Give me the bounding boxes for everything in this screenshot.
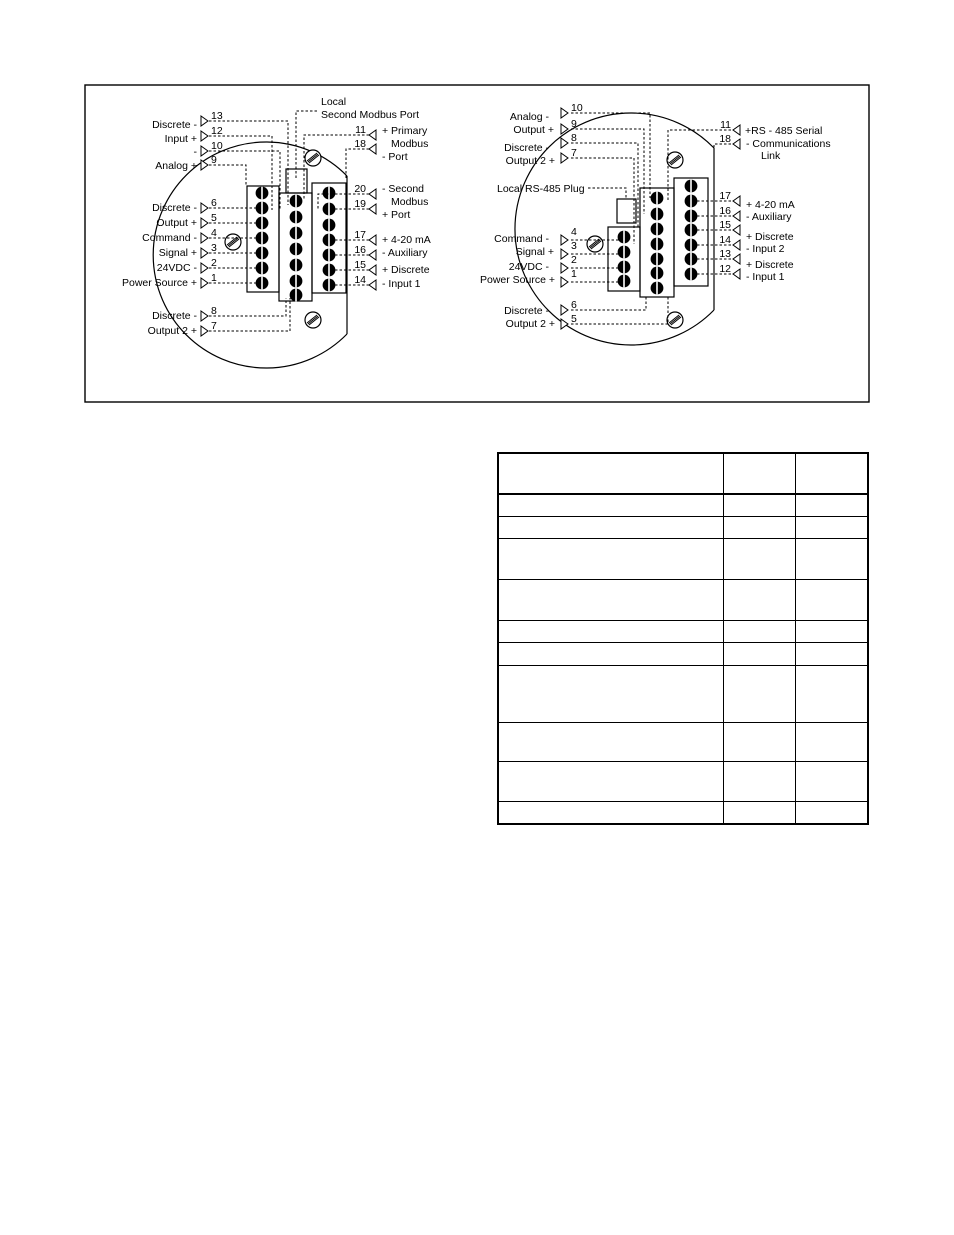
pin-number: 6 bbox=[571, 299, 577, 311]
pin-number: 5 bbox=[211, 212, 217, 224]
label-analog-minus: Analog - bbox=[509, 111, 549, 123]
label-discrete: + Discrete bbox=[382, 264, 430, 276]
label-output2-plus: Output 2 + bbox=[147, 325, 197, 337]
label-port: + Port bbox=[382, 209, 411, 221]
label-power-source-plus: Power Source + bbox=[122, 277, 197, 289]
label-discrete-minus: Discrete - bbox=[152, 202, 197, 214]
table-row bbox=[498, 494, 868, 516]
right-terminal-board bbox=[480, 102, 831, 345]
pin-number: 17 bbox=[719, 190, 731, 202]
label-4-20-ma: + 4-20 mA bbox=[746, 199, 795, 211]
label-power-source-plus: Power Source + bbox=[480, 274, 555, 286]
pin-number: 10 bbox=[211, 140, 223, 152]
label-discrete: + Discrete bbox=[746, 231, 794, 243]
table-cell bbox=[724, 538, 796, 579]
label-analog-plus: Analog + bbox=[155, 160, 197, 172]
screw-icon bbox=[305, 150, 321, 166]
pin-number: 7 bbox=[211, 320, 217, 332]
label-second-modbus-port: Second Modbus Port bbox=[321, 109, 420, 121]
table-cell bbox=[796, 621, 869, 643]
pin-number: 10 bbox=[571, 102, 583, 114]
label-input-2: - Input 2 bbox=[746, 243, 785, 255]
table-row bbox=[498, 802, 868, 824]
table-cell bbox=[498, 643, 724, 665]
right-signal-labels bbox=[480, 111, 555, 330]
pin-number: 16 bbox=[354, 244, 366, 256]
table-cell bbox=[796, 494, 869, 516]
table-cell bbox=[796, 722, 869, 761]
table-cell bbox=[724, 621, 796, 643]
pin-number: 18 bbox=[719, 133, 731, 145]
pin-number: 3 bbox=[211, 242, 217, 254]
pin-number: 4 bbox=[211, 227, 217, 239]
label-auxiliary: - Auxiliary bbox=[746, 211, 792, 223]
table-header-row bbox=[498, 453, 868, 494]
pin-number: 8 bbox=[571, 132, 577, 144]
left-right-pin-numbers bbox=[354, 124, 366, 286]
wiring-diagram-figure bbox=[0, 0, 954, 420]
left-terminals bbox=[256, 187, 336, 302]
label-24vdc-minus: 24VDC - bbox=[156, 262, 197, 274]
table-cell bbox=[498, 802, 724, 824]
label-24vdc-minus: 24VDC - bbox=[508, 261, 549, 273]
pin-number: 12 bbox=[719, 263, 731, 275]
label-output-plus: Output + bbox=[513, 124, 554, 136]
table-cell bbox=[796, 516, 869, 538]
pin-number: 6 bbox=[211, 197, 217, 209]
table-cell bbox=[498, 538, 724, 579]
label-auxiliary: - Auxiliary bbox=[382, 247, 428, 259]
local-rs485-plug-box bbox=[617, 199, 636, 223]
pin-number: 12 bbox=[211, 125, 223, 137]
label-discrete-minus-bottom: Discrete - bbox=[504, 305, 549, 317]
pin-number: 2 bbox=[211, 257, 217, 269]
label-rs485-serial: +RS - 485 Serial bbox=[745, 125, 823, 137]
label-link: Link bbox=[761, 150, 781, 162]
pin-number: 15 bbox=[719, 219, 731, 231]
table-cell bbox=[796, 762, 869, 802]
table-cell bbox=[498, 580, 724, 621]
label-minus: - bbox=[193, 146, 197, 158]
table-cell bbox=[498, 516, 724, 538]
screw-icon bbox=[305, 312, 321, 328]
label-local: Local bbox=[321, 96, 347, 108]
table-row bbox=[498, 580, 868, 621]
left-pin-numbers bbox=[211, 110, 223, 332]
right-port-labels bbox=[745, 125, 831, 283]
pin-number: 18 bbox=[354, 138, 366, 150]
table-row bbox=[498, 538, 868, 579]
label-command-minus: Command - bbox=[494, 233, 549, 245]
pin-number: 1 bbox=[571, 268, 577, 280]
table-cell bbox=[724, 643, 796, 665]
screw-icon bbox=[667, 152, 683, 168]
label-second: - Second bbox=[382, 183, 425, 195]
label-discrete-minus-bottom: Discrete - bbox=[152, 310, 197, 322]
screw-icon bbox=[667, 312, 683, 328]
table-cell bbox=[796, 580, 869, 621]
screw-icon bbox=[225, 234, 241, 250]
table-cell bbox=[498, 453, 724, 494]
right-terminals bbox=[618, 180, 698, 295]
table-cell bbox=[498, 494, 724, 516]
label-port: - Port bbox=[382, 151, 408, 163]
table-cell bbox=[796, 538, 869, 579]
label-signal-plus: Signal + bbox=[515, 246, 554, 258]
table-cell bbox=[498, 665, 724, 722]
table-cell bbox=[796, 643, 869, 665]
label-modbus: Modbus bbox=[391, 138, 429, 150]
right-wires bbox=[571, 113, 731, 324]
pin-number: 13 bbox=[211, 110, 223, 122]
label-command-minus: Command - bbox=[142, 232, 197, 244]
pin-number: 3 bbox=[571, 240, 577, 252]
table-cell bbox=[724, 762, 796, 802]
table-cell bbox=[498, 722, 724, 761]
pin-number: 7 bbox=[571, 147, 577, 159]
pin-number: 5 bbox=[571, 313, 577, 325]
pin-number: 16 bbox=[719, 205, 731, 217]
table-cell bbox=[724, 802, 796, 824]
table-cell bbox=[498, 621, 724, 643]
table-cell bbox=[796, 665, 869, 722]
label-discrete: + Discrete bbox=[746, 259, 794, 271]
table-cell bbox=[796, 802, 869, 824]
pin-number: 1 bbox=[211, 272, 217, 284]
table-cell bbox=[724, 722, 796, 761]
pin-number: 13 bbox=[719, 248, 731, 260]
label-input-1: - Input 1 bbox=[746, 271, 785, 283]
label-output2-plus: Output 2 + bbox=[505, 155, 555, 167]
label-modbus: Modbus bbox=[391, 196, 429, 208]
label-input-plus: Input + bbox=[164, 133, 197, 145]
pin-number: 15 bbox=[354, 259, 366, 271]
label-communications: - Communications bbox=[746, 138, 831, 150]
pin-number: 19 bbox=[354, 198, 366, 210]
table-row bbox=[498, 516, 868, 538]
pin-number: 14 bbox=[354, 274, 366, 286]
label-input-1: - Input 1 bbox=[382, 278, 421, 290]
right-arrows bbox=[561, 108, 740, 329]
label-discrete-minus: Discrete - bbox=[504, 142, 549, 154]
pin-number: 8 bbox=[211, 305, 217, 317]
label-primary: + Primary bbox=[382, 125, 428, 137]
table-row bbox=[498, 621, 868, 643]
table-row bbox=[498, 722, 868, 761]
label-output2-plus-bottom: Output 2 + bbox=[505, 318, 555, 330]
table-cell bbox=[796, 453, 869, 494]
table-cell bbox=[498, 762, 724, 802]
pin-number: 2 bbox=[571, 254, 577, 266]
screw-icon bbox=[587, 236, 603, 252]
table-row bbox=[498, 762, 868, 802]
table-cell bbox=[724, 580, 796, 621]
pin-number: 4 bbox=[571, 226, 577, 238]
pin-number: 9 bbox=[571, 118, 577, 130]
label-signal-plus: Signal + bbox=[158, 247, 197, 259]
right-right-pin-numbers bbox=[719, 119, 731, 275]
table-row bbox=[498, 665, 868, 722]
pin-number: 9 bbox=[211, 154, 217, 166]
label-output-plus: Output + bbox=[156, 217, 197, 229]
label-local-rs485-plug: Local RS-485 Plug bbox=[497, 183, 585, 195]
table-cell bbox=[724, 494, 796, 516]
left-terminal-board bbox=[122, 96, 431, 368]
label-discrete-minus: Discrete - bbox=[152, 119, 197, 131]
table-cell bbox=[724, 453, 796, 494]
table-cell bbox=[724, 516, 796, 538]
pin-number: 11 bbox=[355, 124, 366, 136]
specification-table bbox=[497, 452, 869, 825]
pin-number: 20 bbox=[354, 183, 366, 195]
pin-number: 17 bbox=[354, 229, 366, 241]
table-row bbox=[498, 643, 868, 665]
table-cell bbox=[724, 665, 796, 722]
pin-number: 14 bbox=[719, 234, 731, 246]
left-signal-labels bbox=[122, 119, 198, 337]
pin-number: 11 bbox=[720, 119, 731, 131]
label-4-20-ma: + 4-20 mA bbox=[382, 234, 431, 246]
right-left-pin-numbers bbox=[571, 102, 583, 325]
